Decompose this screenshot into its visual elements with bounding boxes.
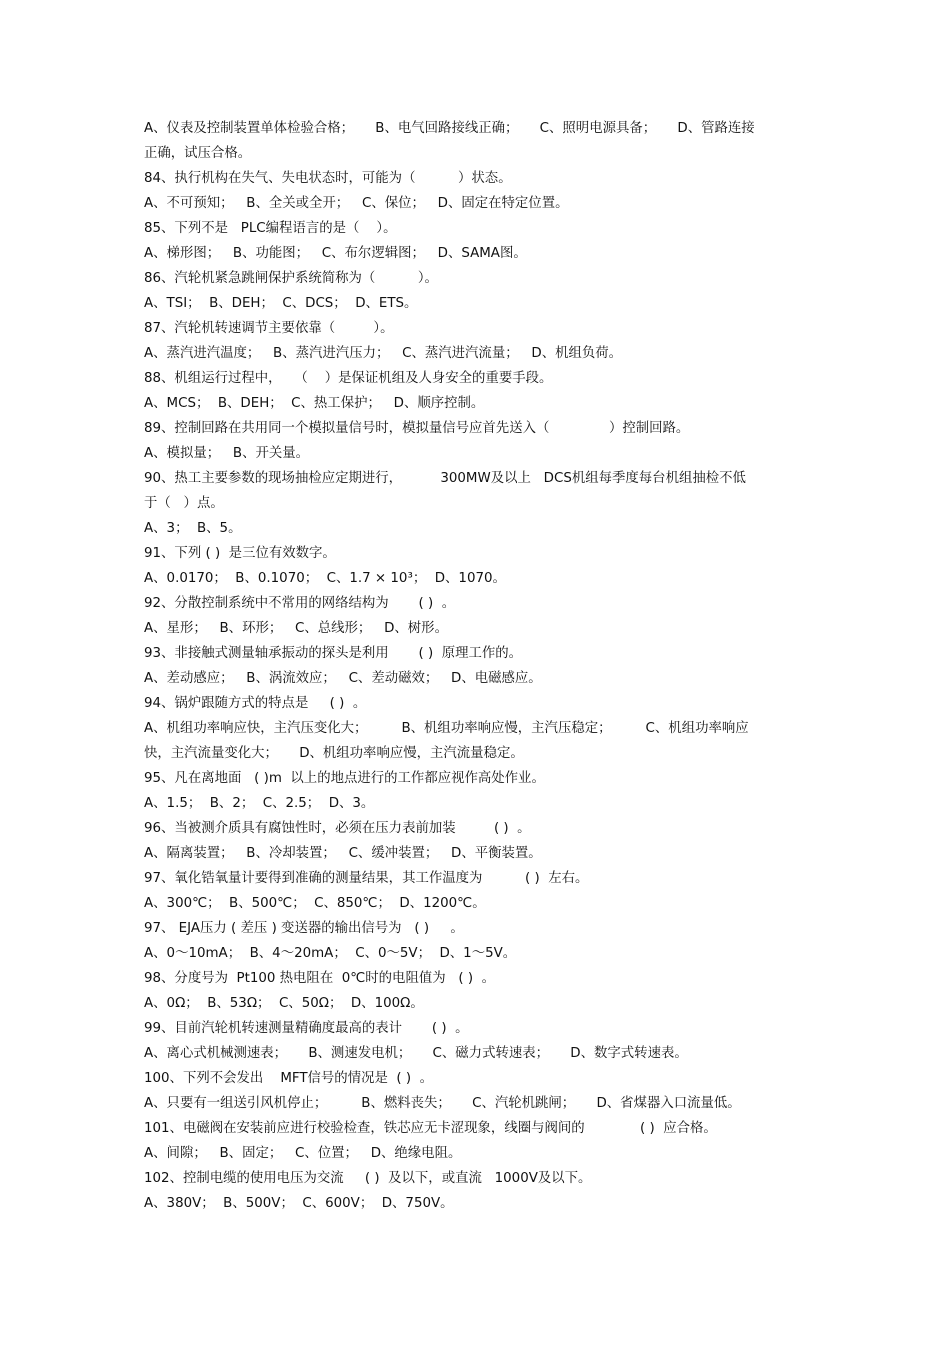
question-98: 98、分度号为 Pt100 热电阻在 0℃时的电阻值为 ( ) 。 — [144, 971, 495, 986]
options-84: A、不可预知； B、全关或全开； C、保位； D、固定在特定位置。 — [144, 196, 569, 211]
options-96: A、隔离装置； B、冷却装置； C、缓冲装置； D、平衡装置。 — [144, 846, 542, 861]
options-94-continuation: 快，主汽流量变化大； D、机组功率响应慢，主汽流量稳定。 — [144, 746, 524, 761]
question-101: 101、电磁阀在安装前应进行校验检查，铁芯应无卡涩现象，线圈与阀间的 ( ) 应合格。 — [144, 1121, 717, 1136]
options-91: A、0.0170； B、0.1070； C、1.7 × 10³； D、1070。 — [144, 571, 506, 586]
options-86: A、TSI； B、DEH； C、DCS； D、ETS。 — [144, 296, 418, 311]
options-102: A、380V； B、500V； C、600V； D、750V。 — [144, 1196, 454, 1211]
question-list — [144, 116, 804, 1216]
question-93: 93、非接触式测量轴承振动的探头是利用 ( ) 原理工作的。 — [144, 646, 523, 661]
question-90-continuation: 于（ ）点。 — [144, 496, 224, 511]
answer-options-continuation: 正确，试压合格。 — [144, 146, 252, 161]
question-88: 88、机组运行过程中， （ ）是保证机组及人身安全的重要手段。 — [144, 371, 553, 386]
options-87: A、蒸汽进汽温度； B、蒸汽进汽压力； C、蒸汽进汽流量； D、机组负荷。 — [144, 346, 623, 361]
question-91: 91、下列 ( ) 是三位有效数字。 — [144, 546, 336, 561]
options-88: A、MCS； B、DEH； C、热工保护； D、顺序控制。 — [144, 396, 485, 411]
options-98: A、0Ω； B、53Ω； C、50Ω； D、100Ω。 — [144, 996, 424, 1011]
question-100: 100、下列不会发出 MFT信号的情况是 ( ) 。 — [144, 1071, 433, 1086]
question-95: 95、凡在离地面 ( )m 以上的地点进行的工作都应视作高处作业。 — [144, 771, 545, 786]
options-93: A、差动感应； B、涡流效应； C、差动磁效； D、电磁感应。 — [144, 671, 542, 686]
question-94: 94、锅炉跟随方式的特点是 ( ) 。 — [144, 696, 367, 711]
answer-options-line: A、仪表及控制装置单体检验合格； B、电气回路接线正确； C、照明电源具备； D、管路连接 — [144, 121, 755, 136]
question-87: 87、汽轮机转速调节主要依靠（ ）。 — [144, 321, 394, 336]
options-100: A、只要有一组送引风机停止； B、燃料丧失； C、汽轮机跳闸； D、省煤器入口流量低。 — [144, 1096, 741, 1111]
question-86: 86、汽轮机紧急跳闸保护系统简称为（ ）。 — [144, 271, 438, 286]
question-84: 84、执行机构在失气、失电状态时，可能为（ ）状态。 — [144, 171, 512, 186]
options-85: A、梯形图； B、功能图； C、布尔逻辑图； D、SAMA图。 — [144, 246, 527, 261]
question-89: 89、控制回路在共用同一个模拟量信号时，模拟量信号应首先送入（ ）控制回路。 — [144, 421, 690, 436]
options-99: A、离心式机械测速表； B、测速发电机； C、磁力式转速表； D、数字式转速表。 — [144, 1046, 688, 1061]
options-92: A、星形； B、环形； C、总线形； D、树形。 — [144, 621, 448, 636]
options-94: A、机组功率响应快，主汽压变化大； B、机组功率响应慢，主汽压稳定； C、机组功率响应 — [144, 721, 749, 736]
question-99: 99、目前汽轮机转速测量精确度最高的表计 ( ) 。 — [144, 1021, 469, 1036]
options-95: A、1.5； B、2； C、2.5； D、3。 — [144, 796, 375, 811]
question-102: 102、控制电缆的使用电压为交流 ( ) 及以下，或直流 1000V及以下。 — [144, 1171, 592, 1186]
question-96: 96、当被测介质具有腐蚀性时，必须在压力表前加装 ( ) 。 — [144, 821, 531, 836]
question-85: 85、下列不是 PLC编程语言的是（ ）。 — [144, 221, 397, 236]
question-97a: 97、氧化锆氧量计要得到准确的测量结果，其工作温度为 ( ) 左右。 — [144, 871, 589, 886]
options-97a: A、300℃； B、500℃； C、850℃； D、1200℃。 — [144, 896, 486, 911]
options-90: A、3； B、5。 — [144, 521, 242, 536]
question-97b: 97、 EJA压力 ( 差压 ) 变送器的输出信号为 ( ) 。 — [144, 921, 464, 936]
options-101: A、间隙； B、固定； C、位置； D、绝缘电阻。 — [144, 1146, 462, 1161]
question-90: 90、热工主要参数的现场抽检应定期进行， 300MW及以上 DCS机组每季度每台机组抽检不低 — [144, 471, 746, 486]
options-97b: A、0～10mA； B、4～20mA； C、0～5V； D、1～5V。 — [144, 946, 517, 961]
options-89: A、模拟量； B、开关量。 — [144, 446, 310, 461]
question-92: 92、分散控制系统中不常用的网络结构为 ( ) 。 — [144, 596, 456, 611]
